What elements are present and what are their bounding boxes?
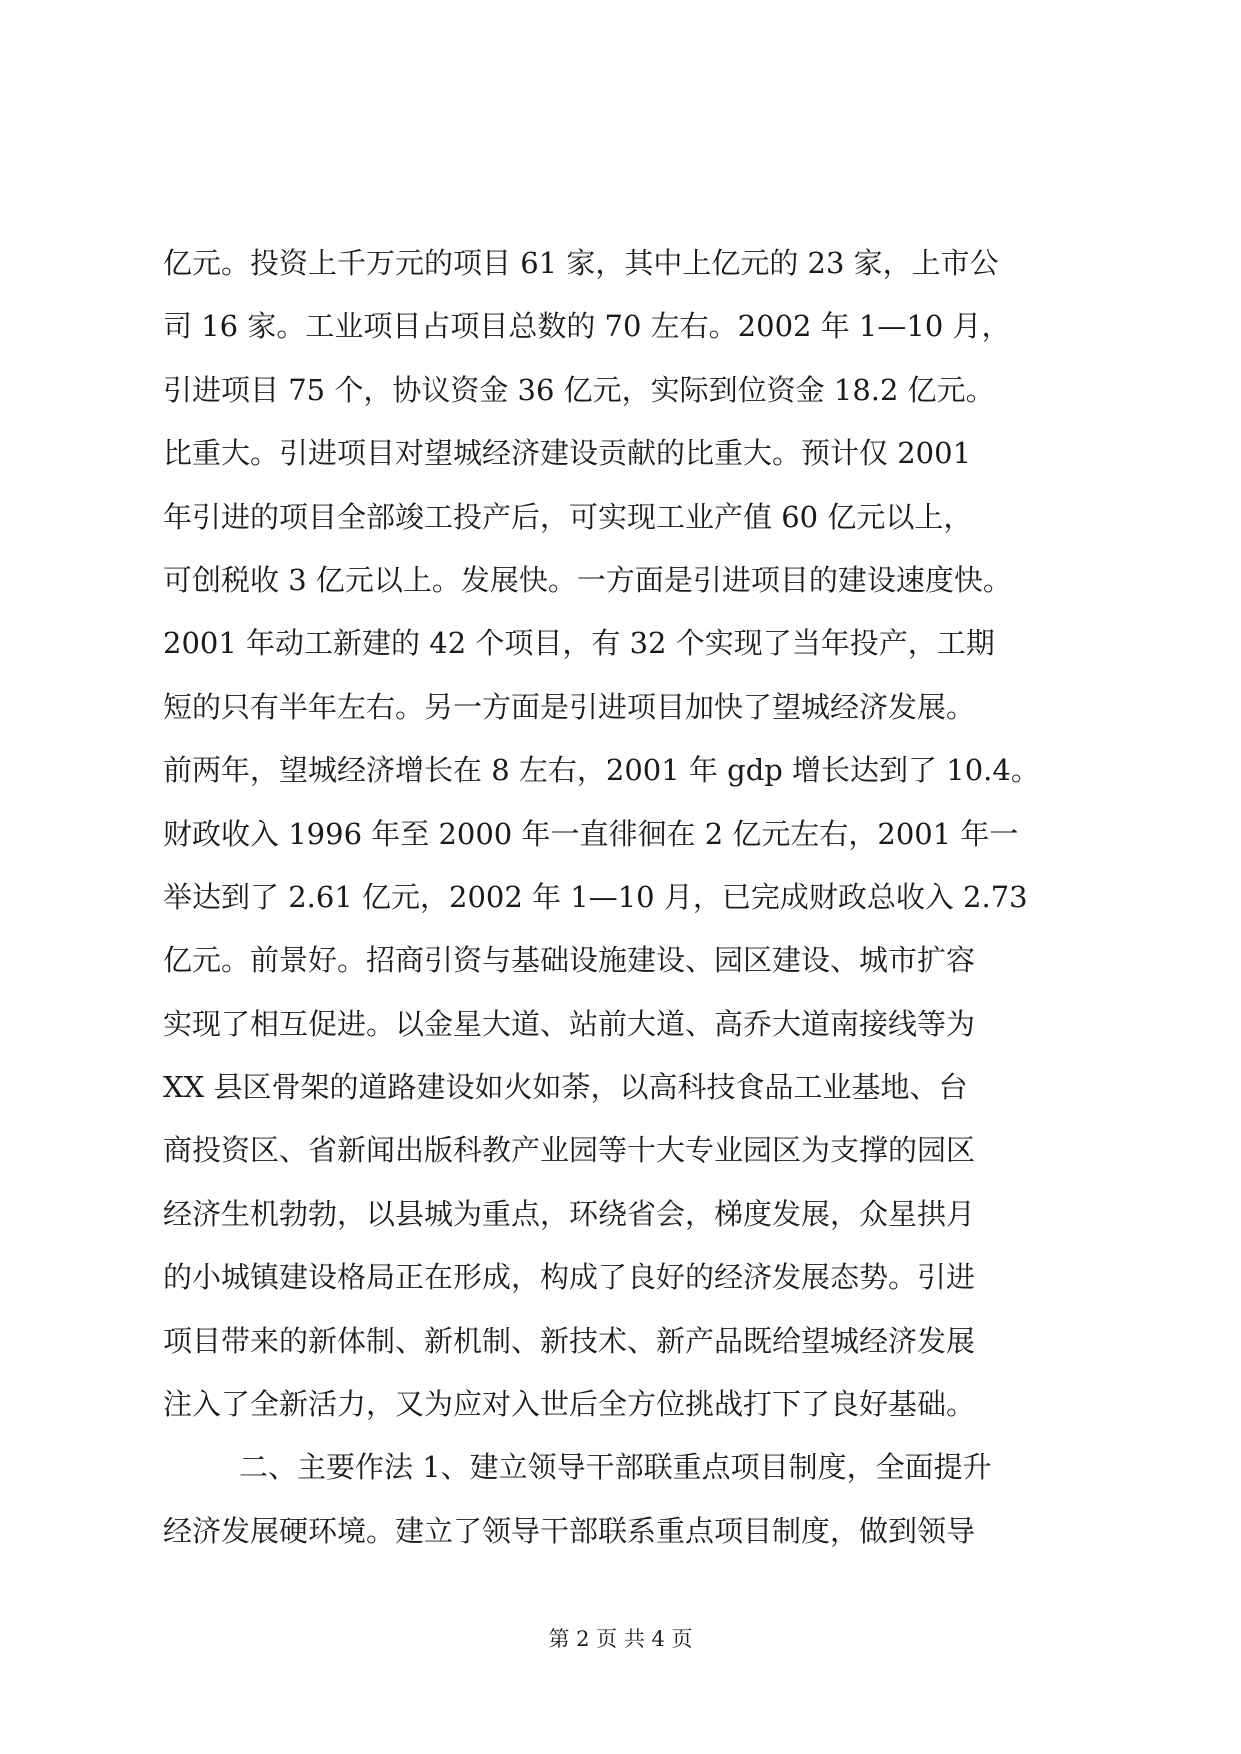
- text-line: 商投资区、省新闻出版科教产业园等十大专业园区为支撑的园区: [163, 1133, 976, 1168]
- section-heading-line: 二、主要作法 1、建立领导干部联重点项目制度，全面提升: [239, 1450, 992, 1485]
- text-line: 亿元。投资上千万元的项目 61 家，其中上亿元的 23 家，上市公: [163, 246, 999, 280]
- body-text: [163, 232, 1083, 1563]
- page-number-footer: 第 2 页 共 4 页: [548, 1627, 693, 1651]
- text-line: 经济发展硬环境。建立了领导干部联系重点项目制度，做到领导: [163, 1513, 976, 1548]
- text-line: 项目带来的新体制、新机制、新技术、新产品既给望城经济发展: [163, 1323, 976, 1358]
- text-line: 比重大。引进项目对望城经济建设贡献的比重大。预计仅 2001: [163, 436, 972, 471]
- text-line: 2001 年动工新建的 42 个项目，有 32 个实现了当年投产，工期: [163, 626, 995, 661]
- text-line: 经济生机勃勃，以县城为重点，环绕省会，梯度发展，众星拱月: [163, 1196, 976, 1231]
- text-line: 司 16 家。工业项目占项目总数的 70 左右。2002 年 1—10 月，: [163, 309, 1011, 344]
- text-line: 亿元。前景好。招商引资与基础设施建设、园区建设、城市扩容: [163, 943, 976, 978]
- text-line: 的小城镇建设格局正在形成，构成了良好的经济发展态势。引进: [163, 1260, 976, 1295]
- text-line: 年引进的项目全部竣工投产后，可实现工业产值 60 亿元以上，: [163, 499, 973, 534]
- text-line: 举达到了 2.61 亿元，2002 年 1—10 月，已完成财政总收入 2.73: [163, 879, 1028, 914]
- text-line: 财政收入 1996 年至 2000 年一直徘徊在 2 亿元左右，2001 年一: [163, 816, 1019, 851]
- text-line: 引进项目 75 个，协议资金 36 亿元，实际到位资金 18.2 亿元。: [163, 372, 995, 407]
- text-line: 可创税收 3 亿元以上。发展快。一方面是引进项目的建设速度快。: [163, 562, 1012, 597]
- text-line: 注入了全新活力，又为应对入世后全方位挑战打下了良好基础。: [163, 1387, 976, 1422]
- text-line: XX 县区骨架的道路建设如火如荼，以高科技食品工业基地、台: [163, 1070, 968, 1105]
- text-line: 前两年，望城经济增长在 8 左右，2001 年 gdp 增长达到了 10.4。: [163, 753, 1040, 788]
- text-line: 短的只有半年左右。另一方面是引进项目加快了望城经济发展。: [163, 689, 976, 724]
- text-line: 实现了相互促进。以金星大道、站前大道、高乔大道南接线等为: [163, 1006, 976, 1041]
